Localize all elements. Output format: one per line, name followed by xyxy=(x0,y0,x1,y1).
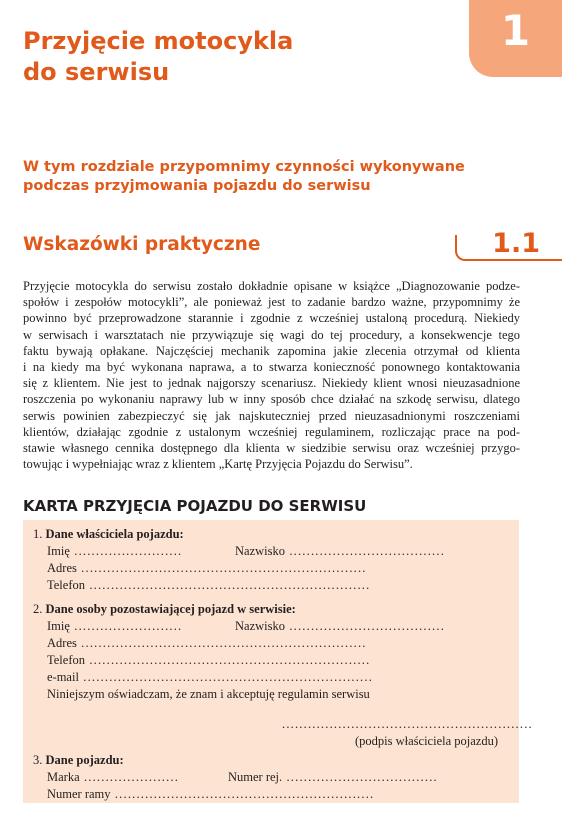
field-label: Nazwisko xyxy=(235,544,285,558)
field-label: Imię xyxy=(47,544,70,558)
field-label: Telefon xyxy=(47,578,85,592)
field-label: Adres xyxy=(47,561,77,575)
chapter-title-line2: do serwisu xyxy=(23,58,170,86)
dropoff-phone-field[interactable]: Telefon ................................................................. xyxy=(47,653,371,667)
chapter-title-line1: Przyjęcie motocykla xyxy=(23,27,294,55)
body-line: i na kiedy ma być wykonana naprawa, a to stwarza konieczność ponownego kontaktowania xyxy=(23,360,520,375)
signature-line[interactable]: .......................................................... xyxy=(282,717,533,731)
section-number: 1.1 xyxy=(492,228,540,259)
field-label: Imię xyxy=(47,619,70,633)
body-line: roszczenia po wykonaniu naprawy lub w inny sposób chce działać na szkodę serwisu, dlatego xyxy=(23,392,520,407)
body-line: w serwisach i warsztatach nie przywiązuje się wagi do tej procedury, a konsekwencje tego xyxy=(23,327,520,342)
dropoff-email-field[interactable]: e-mail ................................................................... xyxy=(47,670,374,684)
owner-first-name-field[interactable]: Imię ......................... xyxy=(47,544,183,558)
owner-phone-field[interactable]: Telefon ................................................................. xyxy=(47,578,371,592)
body-line: towując i wypełniając wraz z klientem „Kartę Przyjęcia Pojazdu do Serwisu”. xyxy=(23,457,413,472)
section-title: Wskazówki praktyczne xyxy=(23,234,261,255)
body-line: stawie własnego cennika dostępnego dla klienta w siedzibie serwisu oraz wcześniej przygo- xyxy=(23,441,520,456)
body-line: faktu bywają opłakane. Najczęściej mechanik zapomina jakie zlecenia otrzymał od klienta xyxy=(23,343,520,358)
field-label: Numer rej. xyxy=(228,770,283,784)
vehicle-registration-field[interactable]: Numer rej. ................................... xyxy=(228,770,438,784)
dropoff-address-field[interactable]: Adres .................................................................. xyxy=(47,636,367,650)
form-section-title: Dane osoby pozostawiającej pojazd w serwisie: xyxy=(45,602,296,616)
body-line: serwis powinien zabezpieczyć się jak najskuteczniej przed nieuzasadnionymi roszczeniami xyxy=(23,408,520,423)
body-line: powinno być przeprowadzone starannie i zgodnie z wcześniej ustaloną procedurą. Niekiedy xyxy=(23,311,520,326)
body-line: klientów, działając zgodnie z ustalonym wcześniej regulaminem, rozliczając prace na pod- xyxy=(23,424,520,439)
field-label: Adres xyxy=(47,636,77,650)
body-line: społów i zespołów motocykli”, ale ponieważ jest to zadanie bardzo ważne, przypomnimy że xyxy=(23,295,520,310)
owner-address-field[interactable]: Adres .................................................................. xyxy=(47,561,367,575)
body-line: się z klientem. Nie jest to jednak najgorszy scenariusz. Niekiedy klient wnosi nieuzasadnione xyxy=(23,376,520,391)
body-line: Przyjęcie motocykla do serwisu zostało dokładnie opisane w książce „Diagnozowanie podze- xyxy=(23,279,520,293)
field-label: Marka xyxy=(47,770,80,784)
field-label: Numer ramy xyxy=(47,787,111,801)
intro-line2: podczas przyjmowania pojazdu do serwisu xyxy=(23,178,371,194)
vehicle-make-field[interactable]: Marka ...................... xyxy=(47,770,180,784)
form-section-number: 3. xyxy=(33,753,43,767)
signature-caption: (podpis właściciela pojazdu) xyxy=(355,734,499,748)
dropoff-first-name-field[interactable]: Imię ......................... xyxy=(47,619,183,633)
dropoff-last-name-field[interactable]: Nazwisko .................................... xyxy=(235,619,446,633)
field-label: Telefon xyxy=(47,653,85,667)
form-section-title: Dane właściciela pojazdu: xyxy=(45,527,184,541)
declaration-text: Niniejszym oświadczam, że znam i akceptuję regulamin serwisu xyxy=(47,687,370,701)
field-label: Nazwisko xyxy=(235,619,285,633)
form-section-number: 2. xyxy=(33,602,43,616)
form-section-title: Dane pojazdu: xyxy=(45,753,124,767)
vehicle-frame-number-field[interactable]: Numer ramy ............................................................ xyxy=(47,787,375,801)
form-section-number: 1. xyxy=(33,527,43,541)
chapter-number: 1 xyxy=(500,6,531,55)
field-label: e-mail xyxy=(47,670,79,684)
form-heading: KARTA PRZYJĘCIA POJAZDU DO SERWISU xyxy=(23,497,367,515)
owner-last-name-field[interactable]: Nazwisko .................................... xyxy=(235,544,446,558)
intro-line1: W tym rozdziale przypomnimy czynności wykonywane xyxy=(23,159,465,175)
